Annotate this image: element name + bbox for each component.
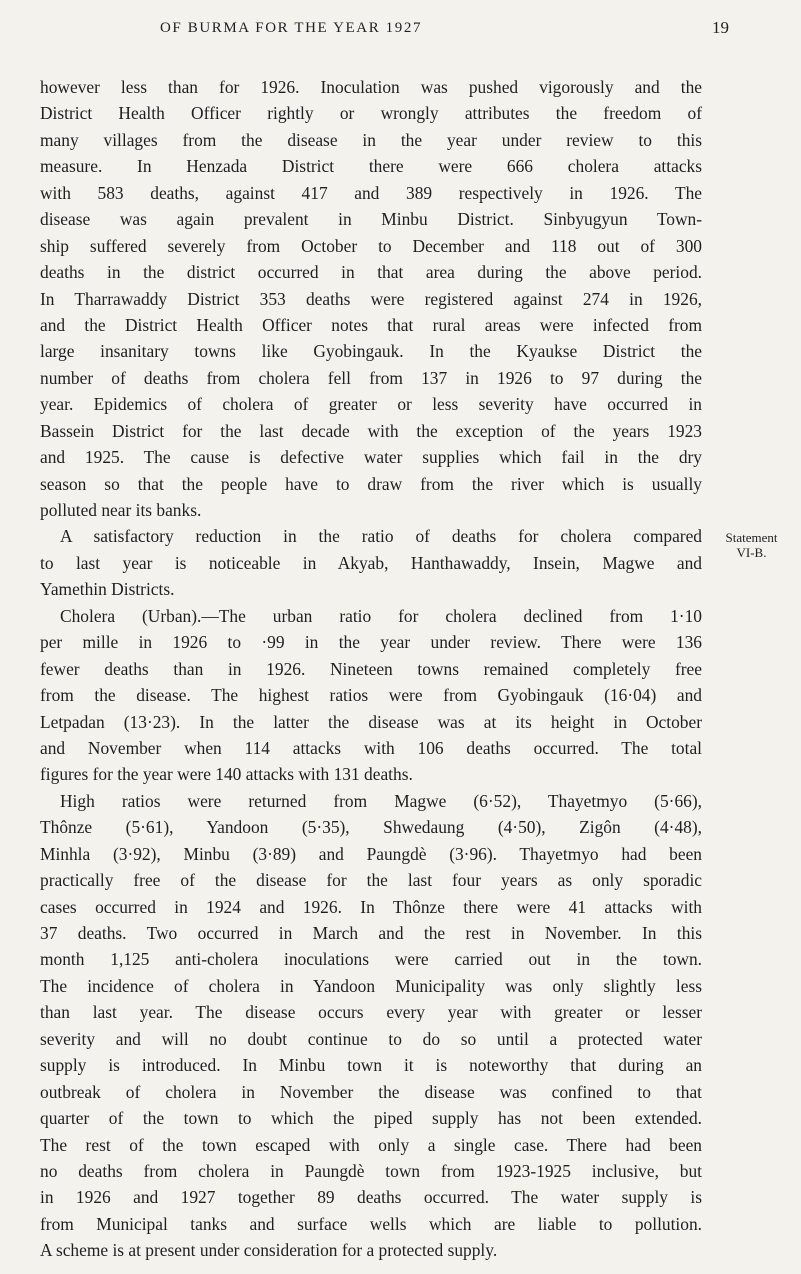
- text-line: Thônze (5·61), Yandoon (5·35), Shwedaung (4·50), Zigôn (4·48),: [40, 817, 702, 838]
- margin-note-reference: VI-B.: [736, 545, 767, 560]
- text-line: outbreak of cholera in November the disease was confined to that: [40, 1081, 702, 1102]
- text-line: Letpadan (13·23). In the latter the disease was at its height in October: [40, 711, 702, 732]
- text-line: and November when 114 attacks with 106 deaths occurred. The total: [40, 737, 702, 758]
- margin-note: [704, 530, 799, 560]
- text-line: supply is introduced. In Minbu town it is noteworthy that during an: [40, 1055, 702, 1076]
- running-title: OF BURMA FOR THE YEAR 1927: [160, 20, 423, 36]
- text-line: quarter of the town to which the piped supply has not been extended.: [40, 1108, 702, 1129]
- text-line: District Health Officer rightly or wrongly attributes the freedom of: [40, 103, 702, 124]
- text-line: in 1926 and 1927 together 89 deaths occurred. The water supply is: [40, 1187, 702, 1208]
- text-line: The incidence of cholera in Yandoon Municipality was only slightly less: [40, 975, 702, 996]
- text-line: and 1925. The cause is defective water supplies which fail in the dry: [40, 447, 702, 468]
- body-text: [40, 74, 702, 1264]
- text-line: Minhla (3·92), Minbu (3·89) and Paungdè (3·96). Thayetmyo had been: [40, 843, 702, 864]
- text-line: to last year is noticeable in Akyab, Hanthawaddy, Insein, Magwe and: [40, 552, 702, 573]
- page-number: 19: [712, 18, 729, 37]
- text-line: no deaths from cholera in Paungdè town from 1923-1925 inclusive, but: [40, 1160, 702, 1181]
- text-line: year. Epidemics of cholera of greater or less severity have occurred in: [40, 394, 702, 415]
- text-line: many villages from the disease in the year under review to this: [40, 129, 702, 150]
- text-line: season so that the people have to draw from the river which is usually: [40, 473, 702, 494]
- text-line: severity and will no doubt continue to do so until a protected water: [40, 1028, 702, 1049]
- running-header: [0, 14, 801, 44]
- text-line: disease was again prevalent in Minbu District. Sinbyugyun Town-: [40, 209, 702, 230]
- text-line: ship suffered severely from October to December and 118 out of 300: [40, 235, 702, 256]
- text-line: from the disease. The highest ratios were from Gyobingauk (16·04) and: [40, 685, 702, 706]
- text-line: with 583 deaths, against 417 and 389 respectively in 1926. The: [40, 182, 702, 203]
- text-line: however less than for 1926. Inoculation was pushed vigorously and the: [40, 77, 702, 97]
- text-line: A satisfactory reduction in the ratio of deaths for cholera compared: [60, 526, 702, 547]
- text-line: Yamethin Districts.: [40, 579, 175, 600]
- text-line: Cholera (Urban).—The urban ratio for cholera declined from 1·10: [60, 605, 702, 626]
- text-line: cases occurred in 1924 and 1926. In Thônze there were 41 attacks with: [40, 896, 702, 917]
- text-line: 37 deaths. Two occurred in March and the rest in November. In this: [40, 923, 702, 943]
- text-line: polluted near its banks.: [40, 500, 202, 520]
- text-line: number of deaths from cholera fell from 137 in 1926 to 97 during the: [40, 367, 702, 388]
- text-line: month 1,125 anti-cholera inoculations were carried out in the town.: [40, 949, 702, 970]
- text-line: practically free of the disease for the last four years as only sporadic: [40, 870, 702, 891]
- text-line: and the District Health Officer notes that rural areas were infected from: [40, 314, 702, 335]
- text-line: The rest of the town escaped with only a single case. There had been: [40, 1134, 702, 1155]
- text-line: In Tharrawaddy District 353 deaths were registered against 274 in 1926,: [40, 288, 702, 309]
- text-line: than last year. The disease occurs every year with greater or lesser: [40, 1002, 702, 1023]
- text-line: fewer deaths than in 1926. Nineteen towns remained completely free: [40, 658, 702, 679]
- text-line: measure. In Henzada District there were 666 cholera attacks: [40, 156, 702, 177]
- text-line: A scheme is at present under consideration for a protected supply.: [40, 1240, 498, 1261]
- text-line: from Municipal tanks and surface wells which are liable to pollution.: [40, 1213, 702, 1234]
- text-line: figures for the year were 140 attacks with 131 deaths.: [40, 764, 413, 785]
- text-line: High ratios were returned from Magwe (6·52), Thayetmyo (5·66),: [60, 790, 702, 811]
- text-line: deaths in the district occurred in that area during the above period.: [40, 262, 702, 283]
- text-line: large insanitary towns like Gyobingauk. In the Kyaukse District the: [40, 341, 702, 362]
- text-line: Bassein District for the last decade with the exception of the years 1923: [40, 420, 702, 441]
- text-line: per mille in 1926 to ·99 in the year under review. There were 136: [40, 632, 702, 653]
- margin-note-label: Statement: [725, 530, 778, 545]
